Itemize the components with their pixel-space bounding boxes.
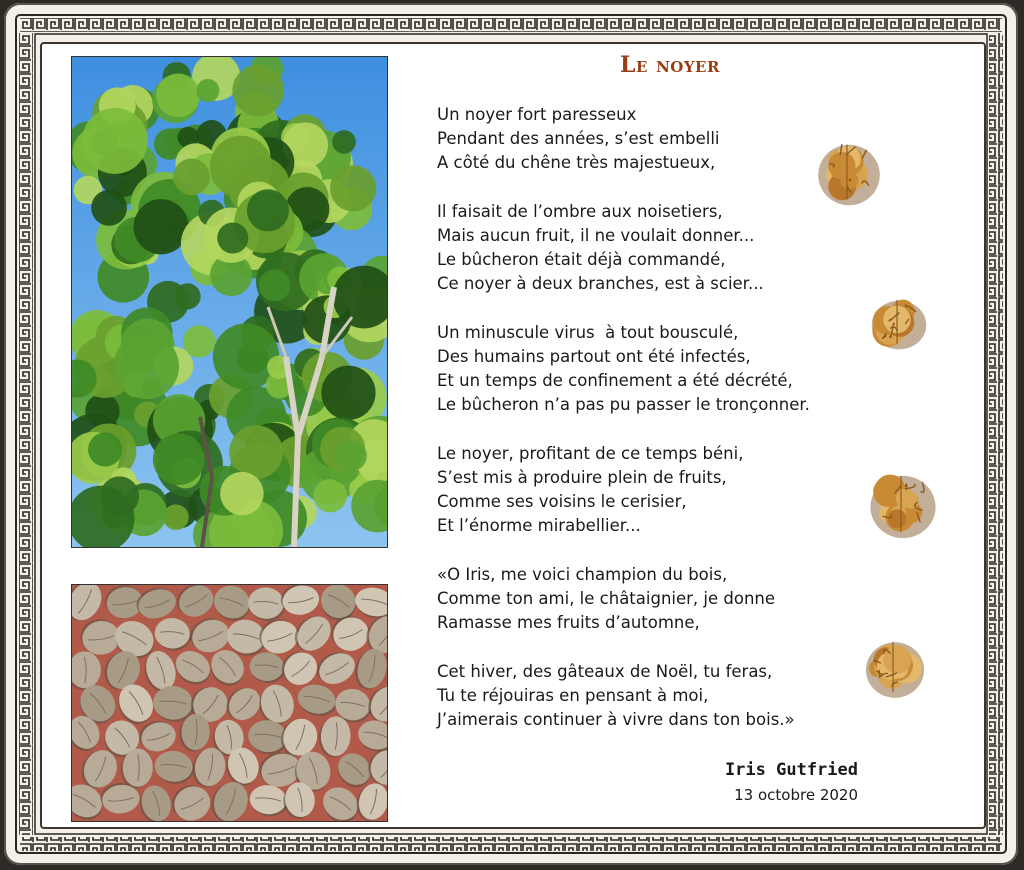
stanza bbox=[437, 103, 867, 176]
poem-line: Cet hiver, des gâteaux de Noël, tu feras, bbox=[437, 661, 773, 681]
poem-line: Comme ton ami, le châtaignier, je donne bbox=[437, 589, 776, 608]
poem-line: Des humains partout ont été infectés, bbox=[437, 347, 751, 366]
stanza bbox=[437, 563, 867, 636]
poem-line: Ramasse mes fruits d’automne, bbox=[437, 613, 700, 633]
poem-title: Le noyer bbox=[620, 52, 720, 78]
poem-line: S’est mis à produire plein de fruits, bbox=[437, 468, 727, 487]
poem-line: Et un temps de confinement a été décrété, bbox=[437, 371, 793, 391]
walnut-kernel-icon bbox=[860, 634, 926, 700]
walnut-kernel-icon bbox=[812, 136, 882, 208]
poem-line: «O Iris, me voici champion du bois, bbox=[437, 564, 728, 584]
poem-line: Le noyer, profitant de ce temps béni, bbox=[437, 443, 744, 463]
poem-line: Un noyer fort paresseux bbox=[437, 105, 637, 124]
walnut-tree-photo bbox=[71, 56, 388, 548]
poem-line: J’aimerais continuer à vivre dans ton bois.» bbox=[437, 710, 795, 729]
poem-line: Le bûcheron était déjà commandé, bbox=[437, 250, 726, 270]
stanza bbox=[437, 660, 867, 733]
walnut-kernel-icon bbox=[866, 293, 928, 351]
walnut-kernel-icon bbox=[864, 467, 938, 541]
poem-line: A côté du chêne très majestueux, bbox=[437, 153, 716, 173]
walnuts-photo bbox=[71, 584, 388, 822]
poem-line: Mais aucun fruit, il ne voulait donner... bbox=[437, 226, 755, 245]
poem-date: 13 octobre 2020 bbox=[734, 786, 858, 804]
poem-line: Un minuscule virus à tout bousculé, bbox=[437, 322, 739, 342]
poem-line: Pendant des années, s’est embelli bbox=[437, 129, 720, 149]
poem-line: Comme ses voisins le cerisier, bbox=[437, 492, 687, 512]
poem-line: Le bûcheron n’a pas pu passer le tronçonner. bbox=[437, 395, 810, 415]
poem-line: Il faisait de l’ombre aux noisetiers, bbox=[437, 201, 723, 221]
stanza bbox=[437, 442, 867, 539]
poem-line: Tu te réjouiras en pensant à moi, bbox=[437, 685, 709, 705]
poem-body bbox=[437, 103, 867, 756]
poem-line: Et l’énorme mirabellier... bbox=[437, 516, 641, 536]
poem-line: Ce noyer à deux branches, est à scier... bbox=[437, 274, 764, 294]
author-name: Iris Gutfried bbox=[724, 760, 858, 780]
stanza bbox=[437, 200, 867, 297]
stanza bbox=[437, 321, 867, 418]
